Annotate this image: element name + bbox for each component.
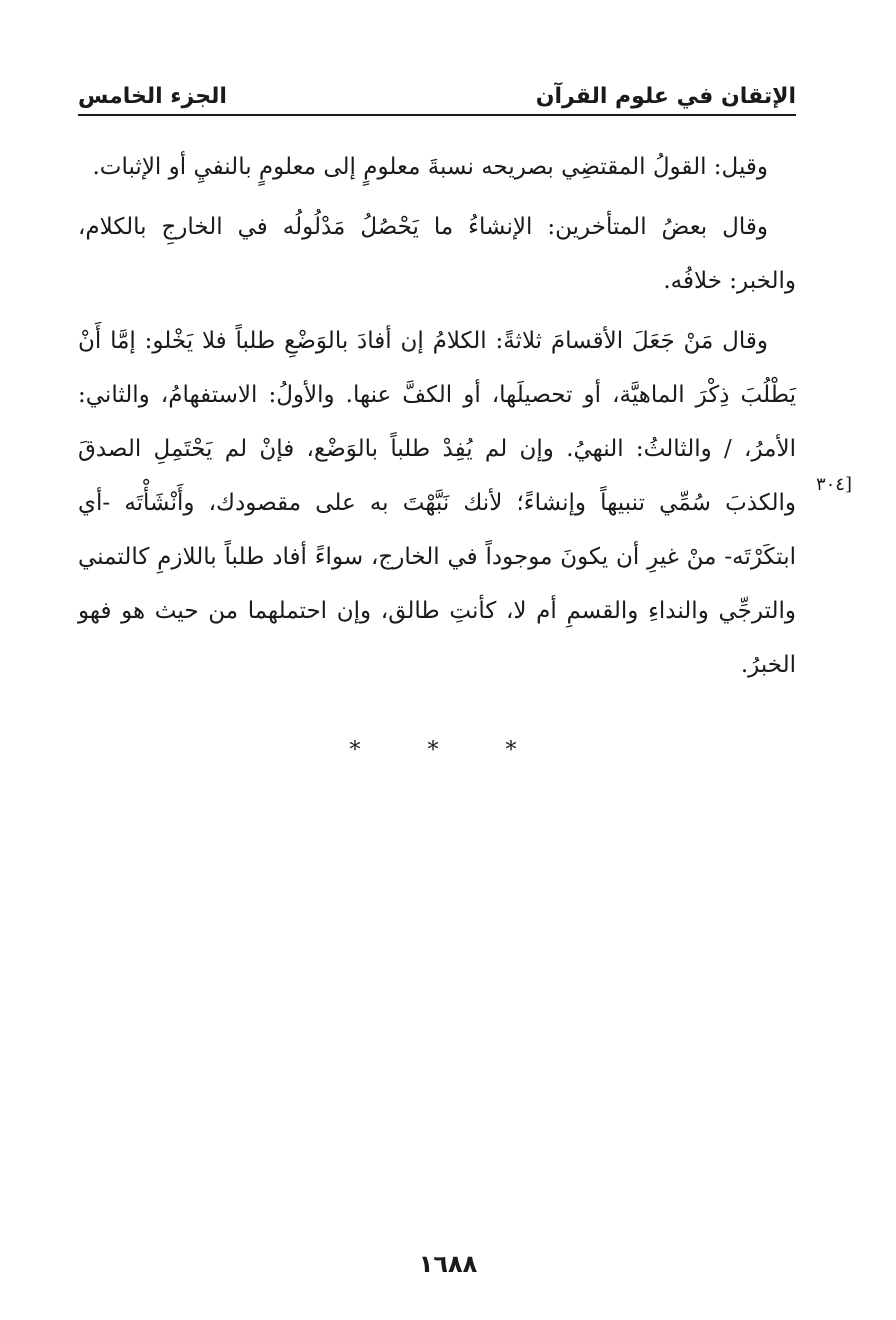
paragraph: وقال مَنْ جَعَلَ الأقسامَ ثلاثةً: الكلامُ إن أفادَ بالوَضْعِ طلباً فلا يَخْلو: إمَّا أَنْ يَطْلُبَ ذِكْرَ الماهيَّة، أو تحصيلَها، أو الكفَّ عنها. والأولُ: الاستفهامُ، والثاني: الأمرُ، / والثالثُ: النهيُ. وإن لم يُفِدْ طلباً بالوَضْع، فإنْ لم يَحْتَمِلِ الصدقَ والكذبَ سُمِّي تنبيهاً وإنشاءً؛ لأنك نَبَّهْتَ به على مقصودك، وأَنْشَأْتَه -أي ابتكَرْتَه- منْ غيرِ أن يكونَ موجوداً في الخارج، سواءً أفاد طلباً باللازمِ كالتمني والترجِّي والنداءِ والقسمِ أم لا، كأنتِ طالق، وإن احتملهما من حيث هو فهو الخبرُ. [78,328,796,678]
paragraph: وقال بعضُ المتأخرين: الإنشاءُ ما يَحْصُلُ مَدْلُولُه في الخارجِ بالكلام، والخبر: خلافُه. [78,214,796,294]
page-number: ١٦٨٨ [418,1250,478,1278]
running-header [78,72,796,116]
margin-page-reference: [٣٠٤ [815,474,853,495]
body-text [78,140,796,698]
volume-label: الجزء الخامس [78,84,227,109]
book-title: الإتقان في علوم القرآن [535,84,796,109]
paragraph: وقيل: القولُ المقتضِي بصريحه نسبةَ معلومٍ إلى معلومٍ بالنفيِ أو الإثبات. [92,154,768,180]
section-ornament: * * * [349,738,547,763]
